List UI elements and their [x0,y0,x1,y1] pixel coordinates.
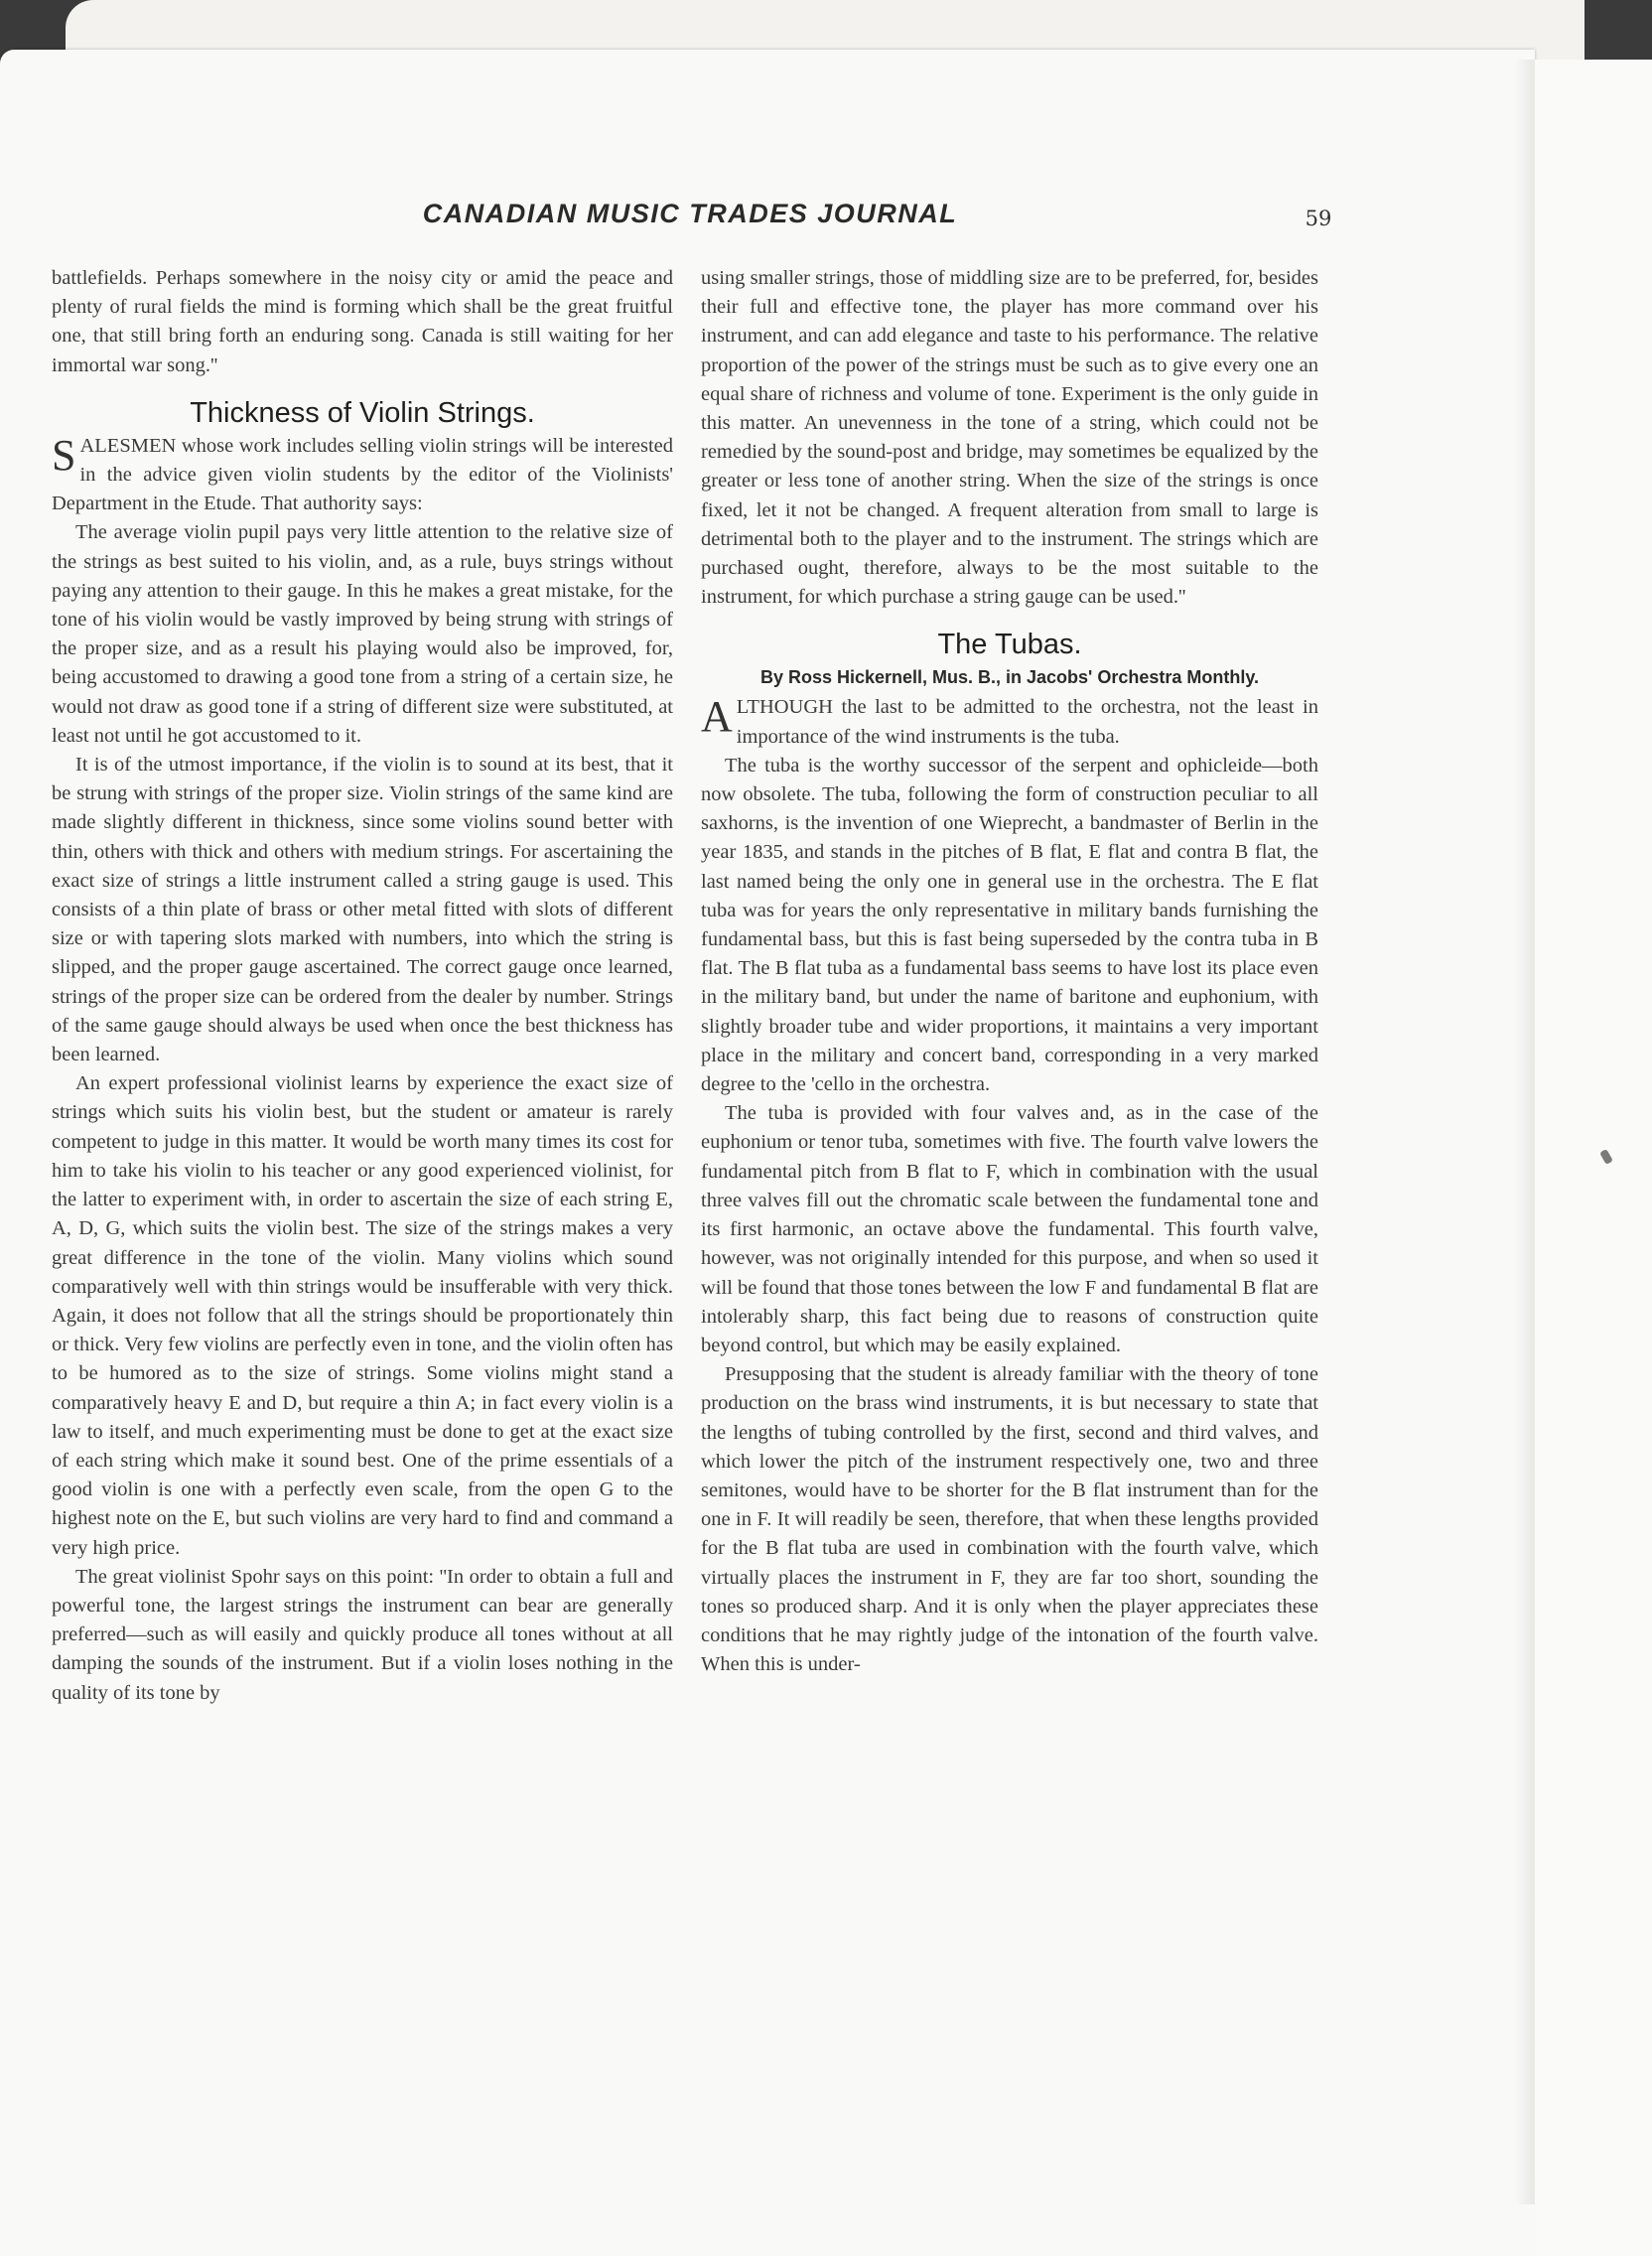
body-paragraph: An expert professional violinist learns by experience the exact size of strings which suits his violin best, but the student or amateur is rarely competent to judge in this matter. It would be worth many times its cost for him to take his violin to his teacher or any good experienced violinist, for the latter to experiment with, in order to ascertain the size of each string E, A, D, G, which suits the violin best. The size of the strings makes a very great difference in the tone of the violin. Many violins which sound comparatively well with thin strings would be insufferable with very thick. Again, it does not follow that all the strings should be proportionately thin or thick. Very few violins are perfectly even in tone, and the violin often has to be humored as to the size of strings. Some violins might stand a comparatively heavy E and D, but require a thin A; in fact every violin is a law to itself, and much experimenting must be done to get at the exact size of each string which make it sound best. One of the prime essentials of a good violin is one with a perfectly even scale, from the open G to the highest note on the E, but such violins are very hard to find and command a very high price. [52,1072,673,1559]
body-paragraph: The tuba is the worthy successor of the serpent and ophicleide—both now obsolete. The tuba, following the form of construction peculiar to all saxhorns, is the invention of one Wieprecht, a bandmaster of Berlin in the year 1835, and stands in the pitches of B flat, E flat and contra B flat, the last named being the only one in general use in the orchestra. The E flat tuba was for years the only representative in military bands furnishing the fundamental bass, but this is fast being superseded by the contra tuba in B flat. The B flat tuba as a fundamental bass seems to have lost its place even in the military band, but under the name of baritone and euphonium, with slightly broader tube and wider proportions, it maintains a very important place in the military and concert band, corresponding in a very marked degree to the 'cello in the orchestra. [701,754,1318,1096]
right-column [701,264,1318,1679]
intro-paragraph: battlefields. Perhaps somewhere in the noisy city or amid the peace and plenty of rural fields the mind is forming which shall be the great fruitful one, that still bring forth an enduring song. Canada is still waiting for her immortal war song.'' [52,267,673,376]
body-paragraph: The tuba is provided with four valves and, as in the case of the euphonium or tenor tuba, sometimes with five. The fourth valve lowers the fundamental pitch from B flat to F, which in combination with the usual three valves fill out the chromatic scale between the fundamental tone and its first harmonic, an octave above the fundamental. This fourth valve, however, was not originally intended for this purpose, and when so used it will be found that those tones between the low F and fundamental B flat are intolerably sharp, this fact being due to reasons of construction quite beyond control, but which may be easily explained. [701,1102,1318,1356]
journal-title: CANADIAN MUSIC TRADES JOURNAL [422,199,958,228]
article-byline: By Ross Hickernell, Mus. B., in Jacobs' Orchestra Monthly. [759,667,1260,688]
left-column [52,264,673,1708]
drop-cap: A [701,692,733,742]
page-number: 59 [1305,207,1332,230]
page-edge-shadow [1515,60,1535,2204]
body-paragraph: It is of the utmost importance, if the violin is to sound at its best, that it be strung with strings of the proper size. Violin strings of the same kind are made slightly different in thickness, since some violins sound better with thin, others with thick and others with medium strings. For ascertaining the exact size of strings a little instrument called a string gauge is used. This consists of a thin plate of brass or other metal fitted with slots of different size or with tapering slots marked with numbers, into which the string is slipped, and the proper gauge ascertained. The correct gauge once learned, strings of the proper size can be ordered from the dealer by number. Strings of the same gauge should always be used when once the best thickness has been learned. [52,754,673,1066]
drop-cap: S [52,430,76,480]
page-edge-stack [1535,60,1652,2256]
body-paragraph: The great violinist Spohr says on this point: ''In order to obtain a full and powerful tone, the largest strings the instrument can bear are generally preferred—such as will easily and quickly produce all tones without at all damping the sounds of the instrument. But if a violin loses nothing in the quality of its tone by [52,1565,673,1704]
lead-paragraph-text: ALESMEN whose work includes selling violin strings will be interested in the advice given violin students by the editor of the Violinists' Department in the Etude. That authority says: [52,434,673,515]
article-heading-tubas: The Tubas. [937,629,1082,661]
continuation-paragraph: using smaller strings, those of middling size are to be preferred, for, besides their full and effective tone, the player has more command over his instrument, and can add elegance and taste to his performance. The relative proportion of the power of the strings must be such as to give every one an equal share of richness and volume of tone. Experiment is the only guide in this matter. An unevenness in the tone of a string, which could not be remedied by the sound-post and bridge, may sometimes be equalized by the greater or less tone of another string. When the size of the strings is once fixed, let it not be changed. A frequent alteration from small to large is detrimental both to the player and to the instrument. The strings which are purchased ought, therefore, always to be the most suitable to the instrument, for which purchase a string gauge can be used.'' [701,267,1318,609]
lead-paragraph-text: LTHOUGH the last to be admitted to the orchestra, not the least in importance of the wind instruments is the tuba. [736,696,1318,748]
lead-paragraph [52,432,673,519]
article-heading-violin-strings: Thickness of Violin Strings. [190,396,535,429]
body-paragraph: Presupposing that the student is already familiar with the theory of tone production on the brass wind instruments, it is but necessary to state that the lengths of tubing controlled by the first, second and third valves, and which lower the pitch of the instrument respectively one, two and three semitones, would have to be shorter for the B flat instrument than for the one in F. It will readily be seen, therefore, that when these lengths provided for the B flat tuba are used in combination with the fourth valve, which virtually places the instrument in F, they are far too short, sounding the tones so produced sharp. And it is only when the player appreciates these conditions that he may rightly judge of the intonation of the fourth valve. When this is under- [701,1363,1318,1676]
body-paragraph: The average violin pupil pays very little attention to the relative size of the strings as best suited to his violin, and, as a rule, buys strings without paying any attention to their gauge. In this he makes a great mistake, for the tone of his violin would be vastly improved by being strung with strings of the proper size, and as a result his playing would also be improved, for, being accustomed to drawing a good tone from a string of a certain size, he would not draw as good tone if a string of different size were substituted, at least not until he got accustomed to it. [52,521,673,747]
lead-paragraph [701,693,1318,751]
